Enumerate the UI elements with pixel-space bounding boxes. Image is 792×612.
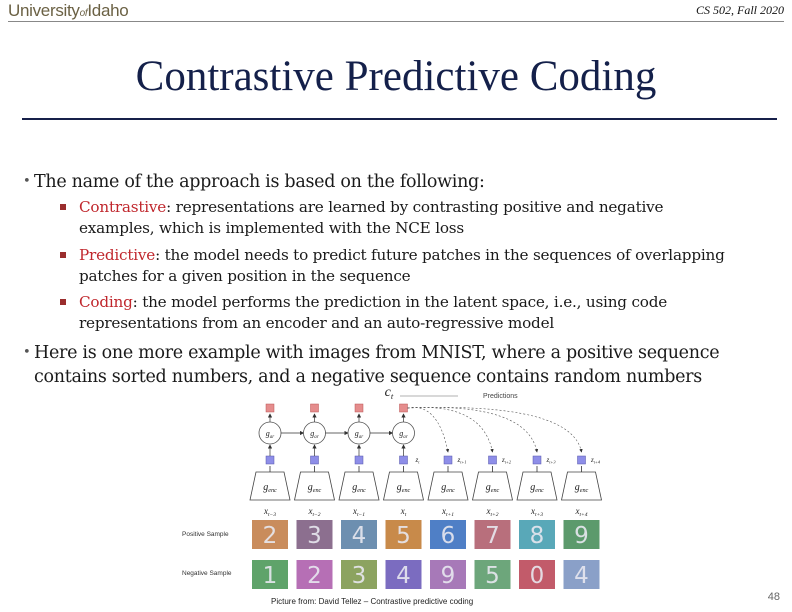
z-square [578, 456, 586, 464]
z-square [489, 456, 497, 464]
prediction-arrow [408, 407, 538, 452]
prediction-arrow [408, 407, 493, 452]
predictions-label: Predictions [483, 393, 518, 400]
gar-label: $g_{ar}$ [310, 429, 319, 440]
z-label: $z_{t+4}$ [590, 456, 601, 465]
bullet-1-text: The name of the approach is based on the following: [34, 172, 485, 192]
negative-digit: 3 [351, 563, 367, 589]
x-label: $x_{t+1}$ [441, 506, 455, 518]
gar-label: $g_{ar}$ [399, 429, 408, 440]
z-label: $z_{t+3}$ [546, 456, 556, 465]
gar-node [304, 422, 326, 444]
logo-text-of: of [79, 8, 88, 19]
gar-label: $g_{ar}$ [265, 429, 275, 440]
genc-label: $g_{enc}$ [441, 482, 455, 495]
sub-bullet-text: : the model needs to predict future patches in the sequences of overlapping [155, 246, 725, 264]
z-square [400, 456, 408, 464]
encoder-block [562, 472, 602, 500]
z-square [266, 456, 274, 464]
positive-digit: 2 [262, 523, 278, 549]
genc-label: $g_{enc}$ [485, 482, 500, 495]
square-bullet-icon [60, 204, 66, 210]
sub-bullet-contrastive [79, 197, 769, 239]
negative-digit: 1 [262, 563, 278, 589]
genc-label: $g_{enc}$ [574, 482, 589, 495]
positive-digit: 6 [440, 523, 456, 549]
negative-sample-label: Negative Sample [182, 570, 232, 577]
title-divider [22, 118, 777, 120]
z-square [533, 456, 541, 464]
positive-digit: 4 [351, 523, 367, 549]
z-label: $z_t$ [415, 456, 420, 465]
sub-bullet-text-continued: patches for a given position in the sequence [79, 267, 411, 285]
x-label: $x_{t+4}$ [575, 506, 588, 518]
bullet-dot-icon: • [23, 174, 31, 189]
encoder-block [384, 472, 424, 500]
sub-bullet-predictive [79, 245, 769, 287]
x-label: $x_{t+2}$ [486, 506, 499, 518]
negative-digit: 4 [396, 563, 411, 589]
figure-caption: Picture from: David Tellez – Contrastive predictive coding [271, 597, 474, 606]
sub-bullet-coding [79, 292, 769, 334]
gar-node [393, 422, 415, 444]
genc-label: $g_{enc}$ [352, 482, 366, 495]
z-square [444, 456, 452, 464]
z-label: $z_{t+2}$ [501, 456, 512, 465]
gar-node [348, 422, 370, 444]
cpc-diagram [178, 384, 601, 594]
square-bullet-icon [60, 299, 66, 305]
genc-label: $g_{enc}$ [396, 482, 411, 495]
positive-digit: 8 [529, 523, 545, 549]
encoder-block [517, 472, 557, 500]
positive-sample-label: Positive Sample [182, 531, 229, 538]
x-label: $x_{t+3}$ [530, 506, 544, 518]
course-label: CS 502, Fall 2020 [695, 3, 784, 17]
c-square [311, 404, 319, 412]
bullet-2-text: Here is one more example with images from MNIST, where a positive sequence [34, 343, 720, 363]
page-number: 48 [767, 591, 780, 603]
term-predictive: Predictive [79, 246, 156, 264]
x-label: $x_{t-1}$ [352, 506, 366, 518]
negative-digit: 5 [485, 563, 500, 589]
x-label: $x_{t-3}$ [263, 506, 277, 518]
header-divider [8, 21, 784, 22]
negative-digit: 9 [440, 563, 456, 589]
sub-bullet-text: : representations are learned by contrasting positive and negative [166, 198, 664, 216]
x-label: $x_t$ [400, 506, 407, 518]
university-logo [8, 1, 128, 21]
c-square [400, 404, 408, 412]
square-bullet-icon [60, 252, 66, 258]
bullet-2 [23, 341, 764, 389]
c-square [266, 404, 274, 412]
negative-digit: 0 [529, 563, 545, 589]
z-square [355, 456, 363, 464]
negative-digit: 4 [574, 563, 589, 589]
z-label: $z_{t+1}$ [457, 456, 467, 465]
bullet-2-text-continued: contains sorted numbers, and a negative sequence contains random numbers [34, 367, 702, 387]
sub-bullet-text-continued: examples, which is implemented with the NCE loss [79, 219, 464, 237]
z-square [311, 456, 319, 464]
positive-digit: 9 [574, 523, 589, 549]
negative-digit: 2 [307, 563, 322, 589]
gar-node [259, 422, 281, 444]
encoder-block [339, 472, 379, 500]
bullet-dot-icon: • [23, 345, 31, 360]
encoder-block [295, 472, 335, 500]
term-contrastive: Contrastive [79, 198, 167, 216]
logo-text-idaho: Idaho [87, 1, 129, 20]
prediction-arrow [408, 407, 582, 452]
encoder-block [428, 472, 468, 500]
term-coding: Coding [79, 293, 133, 311]
bullet-1 [23, 170, 764, 194]
encoder-block [250, 472, 290, 500]
x-label: $x_{t-2}$ [308, 506, 321, 518]
encoder-block [473, 472, 513, 500]
genc-label: $g_{enc}$ [263, 482, 277, 495]
gar-label: $g_{ar}$ [354, 429, 364, 440]
positive-digit: 7 [485, 523, 500, 549]
positive-digit: 5 [396, 523, 411, 549]
positive-digit: 3 [307, 523, 322, 549]
sub-bullet-text-continued: representations from an encoder and an auto-regressive model [79, 314, 555, 332]
sub-bullet-text: : the model performs the prediction in the latent space, i.e., using code [132, 293, 668, 311]
ct-label: $c_t$ [384, 385, 394, 402]
genc-label: $g_{enc}$ [530, 482, 544, 495]
slide-title: Contrastive Predictive Coding [135, 53, 657, 100]
logo-text-university: University [8, 1, 80, 20]
c-square [355, 404, 363, 412]
genc-label: $g_{enc}$ [307, 482, 322, 495]
